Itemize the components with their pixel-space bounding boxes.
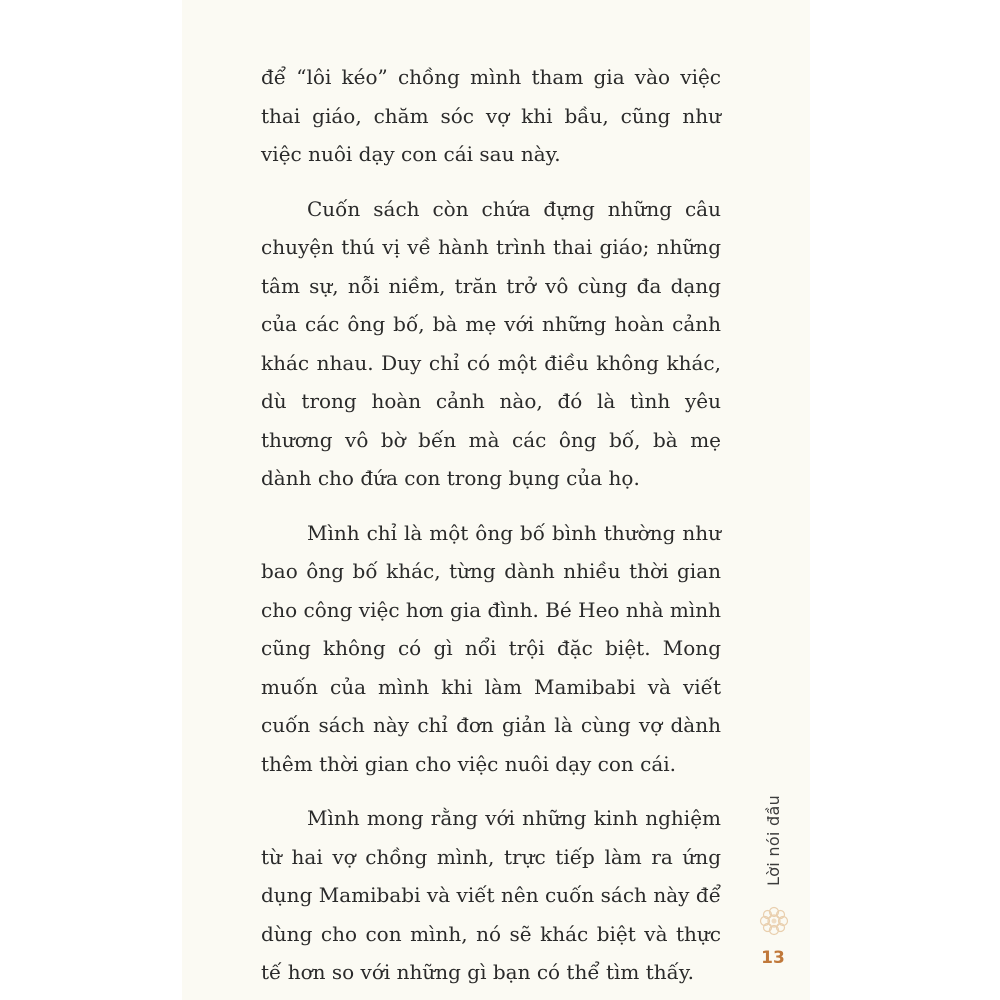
paragraph-3: Mình chỉ là một ông bố bình thường như bao ông bố khác, từng dành nhiều thời gian cho công việc hơn gia đình. Bé Heo nhà mình cũng không có gì nổi trội đặc biệt. Mong muốn của mình khi làm Mamibabi và viết cuốn sách này chỉ đơn giản là cùng vợ dành thêm thời gian cho việc nuôi dạy con cái. xyxy=(261,520,721,776)
paragraph-1: để “lôi kéo” chồng mình tham gia vào việc thai giáo, chăm sóc vợ khi bầu, cũng như việc nuôi dạy con cái sau này. xyxy=(261,65,721,166)
paragraph-2: Cuốn sách còn chứa đựng những câu chuyện thú vị về hành trình thai giáo; những tâm sự, nỗi niềm, trăn trở vô cùng đa dạng của các ông bố, bà mẹ với những hoàn cảnh khác nhau. Duy chỉ có một điều không khác, dù trong hoàn cảnh nào, đó là tình yêu thương vô bờ bến mà các ông bố, bà mẹ dành cho đứa con trong bụng của họ. xyxy=(261,196,721,490)
running-head xyxy=(754,780,794,900)
body-text xyxy=(261,58,721,1000)
paragraph-4: Mình mong rằng với những kinh nghiệm từ hai vợ chồng mình, trực tiếp làm ra ứng dụng Mamibabi và viết nên cuốn sách này để dùng cho con mình, nó sẽ khác biệt và thực tế hơn so với những gì bạn có thể tìm thấy. xyxy=(261,806,721,984)
flower-ornament-icon xyxy=(757,904,791,938)
page-number: 13 xyxy=(761,948,785,968)
section-title: Lời nói đầu xyxy=(764,794,784,886)
book-page xyxy=(182,0,810,1000)
